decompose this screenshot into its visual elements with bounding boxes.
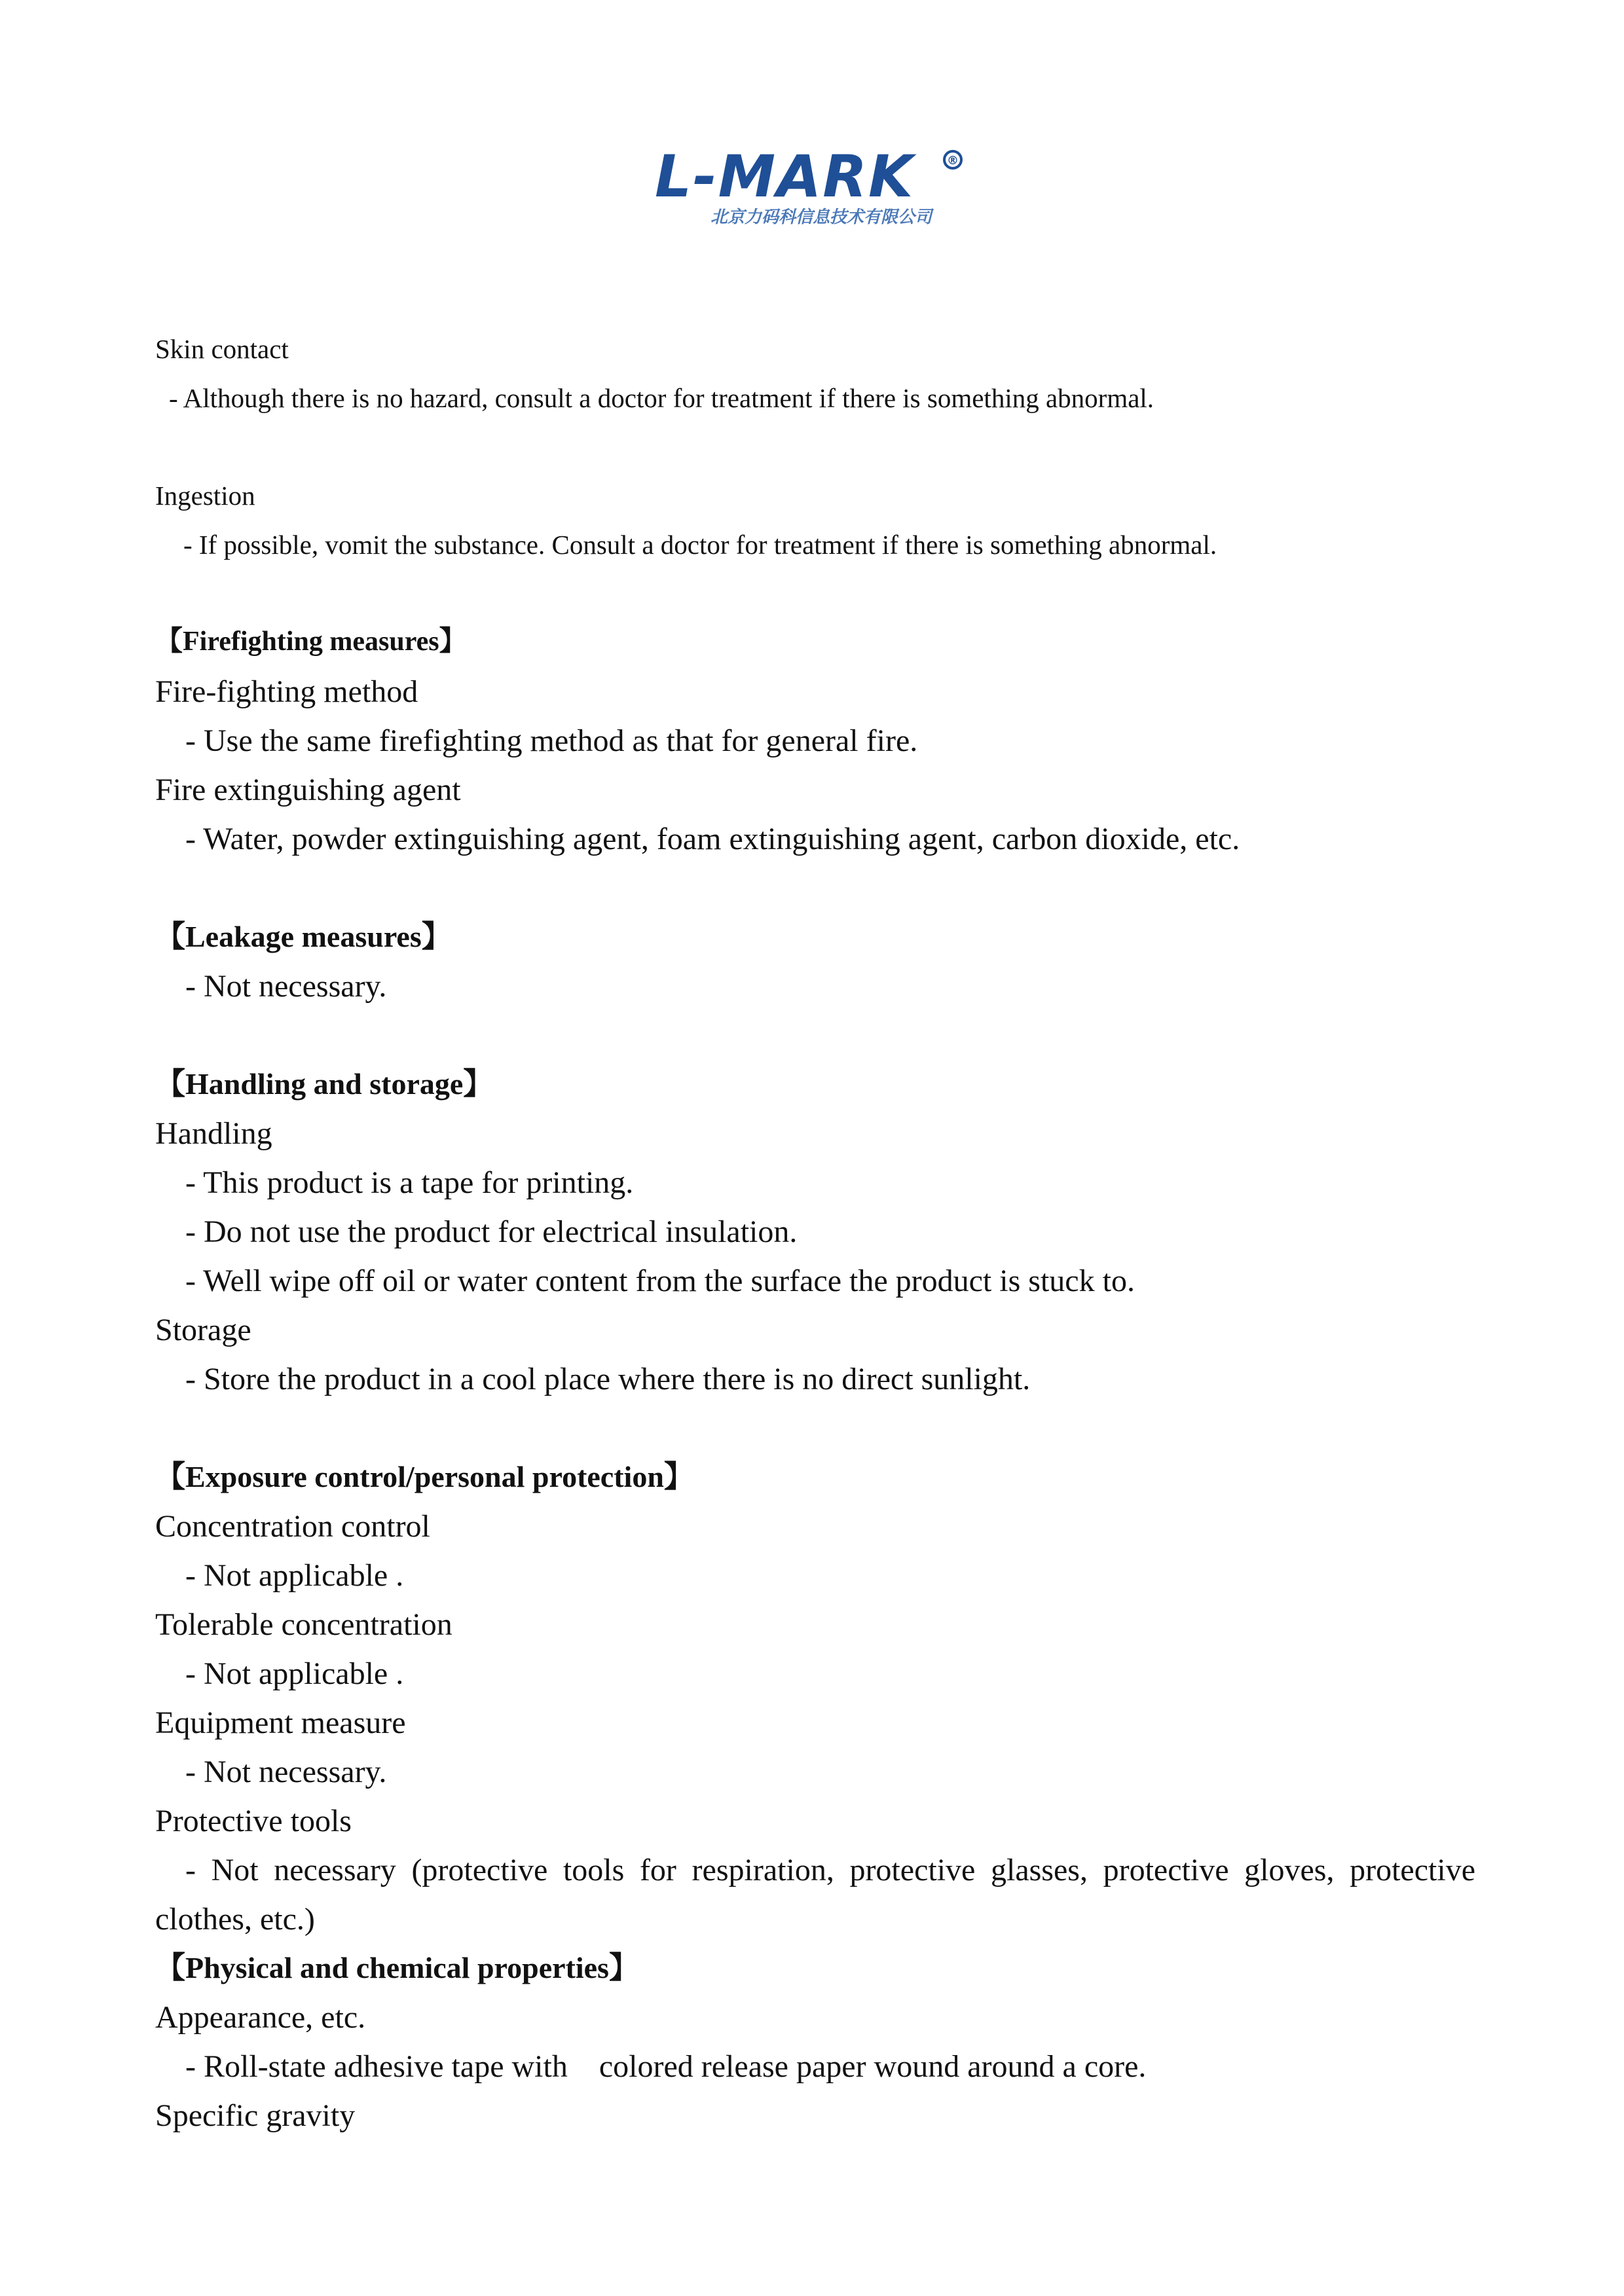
handling-title: Handling: [155, 1116, 272, 1151]
handling-item: - Well wipe off oil or water content from the surface the product is stuck to.: [185, 1264, 1135, 1298]
handling-item: - Do not use the product for electrical insulation.: [185, 1214, 798, 1249]
concentration-control-item: - Not applicable .: [185, 1558, 404, 1593]
firefighting-heading: 【Firefighting measures】: [155, 627, 467, 657]
equipment-measure-title: Equipment measure: [155, 1705, 406, 1740]
fire-extinguishing-agent-title: Fire extinguishing agent: [155, 773, 461, 807]
fire-fighting-method-title: Fire-fighting method: [155, 674, 418, 709]
exposure-heading: 【Exposure control/personal protection】: [155, 1460, 694, 1493]
protective-tools-item-continued: clothes, etc.): [155, 1902, 315, 1937]
ingestion-item: - If possible, vomit the substance. Consult a doctor for treatment if there is something abnormal.: [183, 530, 1217, 560]
fire-extinguishing-agent-item: - Water, powder extinguishing agent, foam extinguishing agent, carbon dioxide, etc.: [185, 822, 1240, 856]
fire-fighting-method-item: - Use the same firefighting method as that for general fire.: [185, 723, 918, 758]
tolerable-concentration-title: Tolerable concentration: [155, 1607, 452, 1642]
storage-title: Storage: [155, 1313, 251, 1347]
appearance-item: - Roll-state adhesive tape with colored release paper wound around a core.: [185, 2049, 1147, 2084]
registered-mark: ®: [947, 154, 959, 168]
protective-tools-item: - Not necessary (protective tools for respiration, protective glasses, protective gloves, protective: [185, 1853, 1475, 1887]
skin-contact-item: - Although there is no hazard, consult a doctor for treatment if there is something abnormal.: [169, 383, 1154, 413]
ingestion-title: Ingestion: [155, 481, 255, 511]
storage-item: - Store the product in a cool place where there is no direct sunlight.: [185, 1362, 1031, 1396]
leakage-heading: 【Leakage measures】: [155, 920, 452, 953]
logo-subtitle: 北京力码科信息技术有限公司: [710, 208, 932, 227]
logo-text: L-MARK: [655, 143, 915, 210]
skin-contact-title: Skin contact: [155, 334, 289, 364]
specific-gravity-title: Specific gravity: [155, 2098, 356, 2133]
appearance-title: Appearance, etc.: [155, 2000, 366, 2035]
equipment-measure-item: - Not necessary.: [185, 1755, 387, 1789]
physical-properties-heading: 【Physical and chemical properties】: [155, 1951, 639, 1984]
handling-item: - This product is a tape for printing.: [185, 1165, 634, 1200]
protective-tools-title: Protective tools: [155, 1804, 352, 1838]
handling-storage-heading: 【Handling and storage】: [155, 1067, 494, 1101]
concentration-control-title: Concentration control: [155, 1509, 430, 1544]
leakage-item: - Not necessary.: [185, 969, 387, 1004]
tolerable-concentration-item: - Not applicable .: [185, 1656, 404, 1691]
company-logo: [655, 143, 976, 234]
